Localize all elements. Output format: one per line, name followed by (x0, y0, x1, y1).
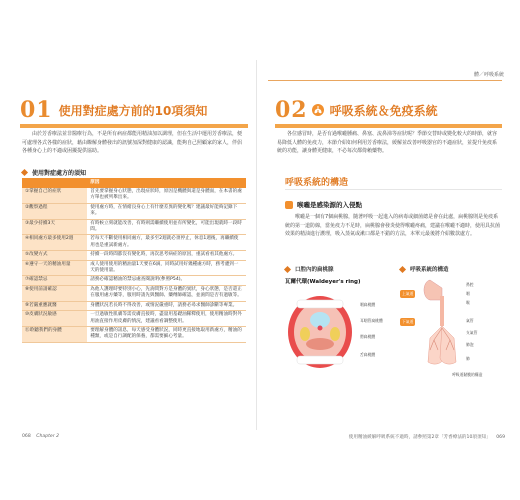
tips-table-row (22, 285, 246, 301)
tips-table-row (22, 301, 246, 310)
tips-table-row (22, 188, 246, 203)
tips-table-row (22, 326, 246, 342)
tonsil-label-lingual: 舌扁桃體 (360, 352, 376, 357)
waldeyer-ring-label: 瓦爾代環(Waldeyer's ring) (285, 279, 361, 285)
tonsil-label-tubal: 耳咽管扁桃體 (360, 318, 383, 323)
tonsil-figure-title-text: 口腔內的扁桃腺 (295, 267, 334, 273)
tips-table-header-col1 (22, 178, 87, 188)
diamond-bullet-icon (284, 265, 291, 272)
tips-table-title (22, 168, 86, 177)
upper-airway-tag: 上氣道 (402, 291, 414, 296)
lower-airway-tag: 下氣道 (402, 319, 414, 324)
left-chapter-label: Chapter 2 (36, 434, 59, 439)
right-section-header (275, 95, 438, 125)
tips-table-header-col2: 原因 (87, 178, 246, 188)
tips-row-reason: 使用處方時，在情緒良身心上有什麼差異的變化嗎？建議最好能夠記錄下來。 (87, 203, 246, 219)
tips-row-item: ①掌握自己的症狀 (22, 188, 87, 203)
resp-label-larynx: 喉 (466, 300, 470, 305)
tips-row-item: ⑨若嚴重應就醫 (22, 301, 87, 310)
right-section-rule (275, 124, 502, 128)
left-section-title: 使用對症處方前的10項須知 (58, 103, 208, 118)
left-intro-paragraph: 由於芳香療法並非醫療行為，不是所有病症都能用精油加以調理，但在生活中運用芳香療法，便可處理各式各樣的症狀，藉由瞭解身體發出的訊號加深對健康的認識，能夠自己照顧家的家人，伴侶各種身心上的不適或困擾提供協助。 (22, 131, 243, 154)
tips-row-item: ⑧使用前請確認 (22, 285, 87, 301)
structure-subtitle: 呼吸系統的構造 (285, 178, 349, 188)
resp-label-trachea: 氣管 (466, 318, 474, 323)
tips-table (22, 178, 246, 343)
throat-heading-text: 喉嚨是感染源的入侵點 (297, 201, 362, 209)
tips-table-row (22, 219, 246, 235)
left-footer (22, 434, 59, 439)
resp-label-lung: 肺 (466, 356, 470, 361)
resp-label-nasal: 鼻腔 (466, 282, 474, 287)
tips-row-item: ②觀察過程 (22, 203, 87, 219)
tips-row-item: ⑤改變方式 (22, 251, 87, 260)
structure-subtitle-rule (285, 189, 502, 190)
tips-row-reason: 要理解身體的訊息，每天感受身體狀況，同時更直接地取用新處方，精油的種類，或是自行調配的保養，都需要細心考量。 (87, 326, 246, 342)
mouth-illustration (285, 290, 355, 370)
left-section-number: 01 (20, 97, 53, 123)
throat-heading (285, 200, 362, 209)
right-top-line (268, 80, 502, 81)
resp-label-bronchus: 支氣管 (466, 330, 478, 335)
right-footer (300, 434, 505, 440)
tips-row-reason: 為他人護理時要特別小心，先詢問對方是身體的異狀，身心狀態，是否還正在服用處方藥等，服用時請先與醫師、藥劑師確認，並詢問是否有過敏等。 (87, 285, 246, 301)
tips-row-item: ⑪聆聽我們的身體 (22, 326, 87, 342)
respiratory-illustration (420, 278, 500, 368)
diamond-bullet-icon (21, 169, 28, 176)
right-top-tab: 體／呼吸系統 (473, 72, 504, 78)
left-section-header (20, 95, 207, 125)
tips-table-title-text: 使用對症處方的須知 (32, 170, 87, 177)
right-page-number: 069 (496, 435, 505, 440)
tonsil-figure-title (285, 265, 334, 273)
right-footer-note: 使用精油緩解呼吸系統不適時，請參照第2章「芳香療法的10項須知」 (348, 435, 491, 440)
tips-row-item: ⑦確認禁忌 (22, 276, 87, 285)
left-page-number: 068 (22, 434, 31, 439)
book-gutter (256, 60, 257, 430)
tips-row-reason: 身體狀況若長時不得改善，或情況嚴重時，請務必尋求醫師診斷等專業。 (87, 301, 246, 310)
right-intro-paragraph: 各位感冒時，是否有過喉嚨腫痛、鼻塞、流鼻涕等症狀呢？季節交替時或變化較大的時節，就容易降低人體的免疫力，本節介紹如何利用芳香療法，緩解並改善呼吸器官的不適症狀，並提升免疫系統的功能，讓身體更健康，不必每次都倚賴藥物。 (277, 131, 498, 154)
tips-row-item: ④相同處方最多使用2週 (22, 235, 87, 251)
tips-table-row (22, 276, 246, 285)
tips-row-item: ⑥遵守一天的精油用量 (22, 260, 87, 276)
respiratory-figure-caption: 呼吸道黏膜的構造 (452, 372, 483, 377)
respiratory-figure-title-text: 呼吸系統的構造 (410, 267, 449, 273)
tonsil-label-palatine: 腭扁桃體 (360, 334, 376, 339)
lungs-icon (312, 104, 324, 116)
respiratory-figure-title (400, 265, 449, 273)
tips-row-item: ⑩皮膚狀況敏感 (22, 311, 87, 327)
tips-table-row (22, 251, 246, 260)
tips-row-item: ③最少持續3天 (22, 219, 87, 235)
left-section-rule (20, 124, 248, 128)
tonsil-label-pharyngeal: 咽扁桃體 (360, 302, 376, 307)
resp-label-alveoli: 肺泡 (466, 342, 474, 347)
tips-table-row (22, 260, 246, 276)
heading-badge-icon (285, 201, 293, 209)
right-section-number: 02 (275, 97, 308, 123)
diamond-bullet-icon (399, 265, 406, 272)
right-section-title: 呼吸系統＆免疫系統 (329, 103, 438, 118)
tips-row-reason: 成人使用使用的精油量1天要在6滴，同時試用好幾種處方時，務考慮到一天的使用量。 (87, 260, 246, 276)
tips-row-reason: 有時候立刻就能改善，有時則需繼續使用並有所變化，可能出現就時一段時間。 (87, 219, 246, 235)
tips-table-row (22, 203, 246, 219)
tips-table-row (22, 235, 246, 251)
tips-row-reason: 一旦過敏性肌膚等需皮膚直接時，盡量用基礎油稀釋使用，使用精油時對外用油直接作用皮膚的情況，建議看看調整使用。 (87, 311, 246, 327)
tips-table-header-row (22, 178, 246, 188)
tips-row-reason: 若每天不斷使用相同處方，最多至2週就必須停止，休息1週後，再繼續使用也是重試新處方。 (87, 235, 246, 251)
tips-row-reason: 首先要掌握身心狀態，出現症狀時，原因是機體與還是身體面，在本書的處方單也被列舉出來。 (87, 188, 246, 203)
tips-row-reason: 請務必確認精油的禁忌處查閱說明(參照P54)。 (87, 276, 246, 285)
tips-row-reason: 持續一段時間都沒有變化時，再次思考病症的原因，重試看看其他處方。 (87, 251, 246, 260)
tips-table-row (22, 311, 246, 327)
throat-paragraph: 喉嚨是一個有7個扁桃腺，隨著呼吸一起進入的病毒或細菌總是會在此處，扁桃腺則是免疫系統的第一道防線，當免疫力不足時，扁桃腺會發炎使得喉嚨疼痛，建議在喉嚨不適時，使用具抗菌效果的精油進行護理，吸入蒸氣或漱口都是不錯的方法，本單元最後將介紹數款處方。 (285, 214, 501, 237)
resp-label-pharynx: 咽 (466, 291, 470, 296)
